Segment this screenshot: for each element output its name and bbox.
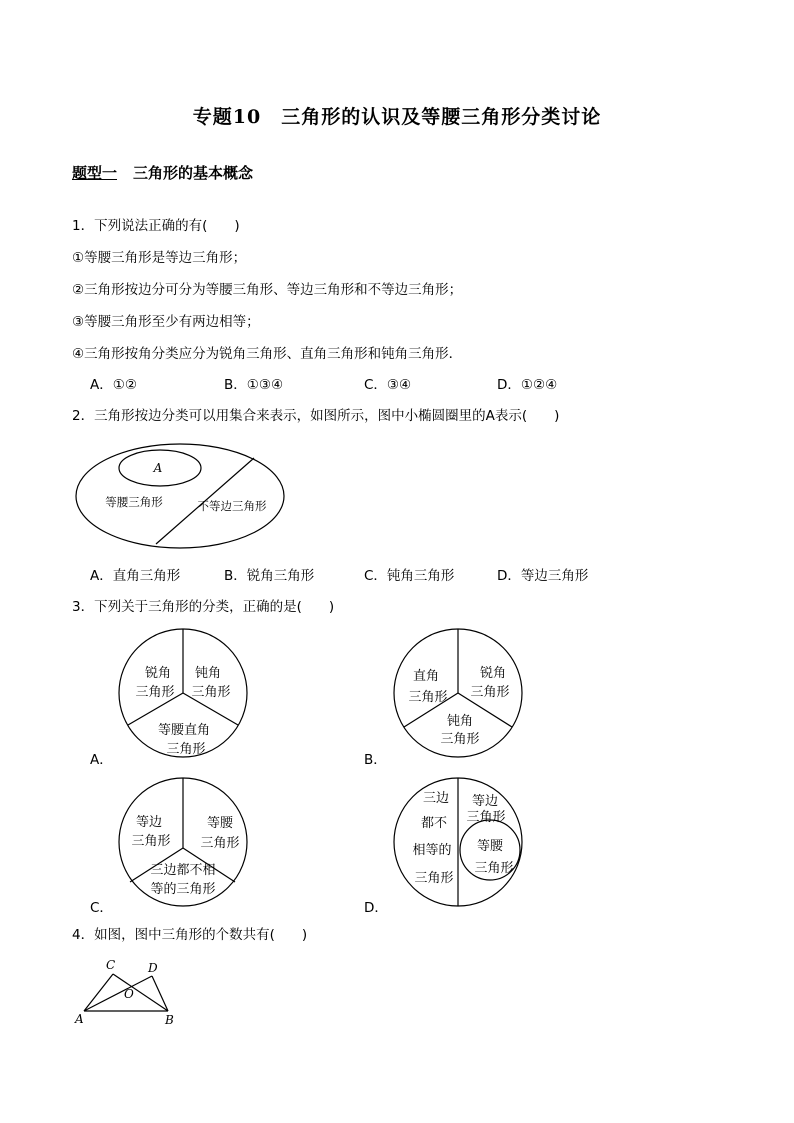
q2-option-b: B．锐角三角形 — [224, 568, 315, 584]
q3d-right-line1: 等边 — [471, 794, 499, 809]
q3b-sector-3-line1: 钝角 — [446, 714, 474, 729]
q3d-right-line2: 三角形 — [466, 810, 506, 825]
q4-point-b: B — [165, 1013, 174, 1027]
q3c-sector-2-line2: 三角形 — [200, 836, 240, 851]
q3c-sector-3-line1: 三边都不相 — [150, 863, 216, 878]
q3c-sector-1-line1: 等边 — [135, 815, 163, 830]
q3-pie-b — [390, 626, 526, 762]
q3-option-c-label: C． — [90, 900, 113, 916]
q3a-sector-1-line1: 锐角 — [144, 666, 172, 681]
q1-statement-1: ①等腰三角形是等边三角形； — [72, 250, 247, 266]
q3-option-a-label: A． — [90, 752, 113, 768]
q4-figure — [72, 955, 184, 1031]
q2-set-diagram — [72, 440, 290, 552]
q2-right-label: 不等边三角形 — [197, 499, 267, 513]
q3a-sector-3-line2: 三角形 — [166, 742, 206, 757]
q3d-left-line2: 都不 — [420, 816, 448, 831]
page-title: 专题10 三角形的认识及等腰三角形分类讨论 — [192, 106, 602, 128]
q1-option-d: D．①②④ — [497, 377, 558, 393]
q2-left-label: 等腰三角形 — [105, 495, 163, 509]
q1-statement-4: ④三角形按角分类应分为锐角三角形、直角三角形和钝角三角形． — [72, 346, 463, 362]
q1-option-a: A．①② — [90, 377, 137, 393]
q2-option-a: A．直角三角形 — [90, 568, 181, 584]
q3b-sector-2-line1: 锐角 — [479, 666, 507, 681]
q2-option-c: C．钝角三角形 — [364, 568, 455, 584]
q3c-sector-1-line2: 三角形 — [131, 834, 171, 849]
q1-option-c: C．③④ — [364, 377, 412, 393]
q1-statement-3: ③等腰三角形至少有两边相等； — [72, 314, 260, 330]
q1-stem: 1．下列说法正确的有( ) — [72, 218, 240, 234]
q3-option-b-label: B． — [364, 752, 387, 768]
q3a-sector-3-line1: 等腰直角 — [157, 723, 211, 738]
q4-point-c: C — [106, 958, 116, 972]
q3-pie-a — [116, 626, 252, 762]
q3-stem: 3．下列关于三角形的分类，正确的是( ) — [72, 599, 335, 615]
q3a-sector-2-line1: 钝角 — [194, 666, 222, 681]
q3c-sector-2-line1: 等腰 — [206, 816, 234, 831]
q3b-sector-2-line2: 三角形 — [470, 685, 510, 700]
q3d-inner-line2: 三角形 — [474, 861, 514, 876]
q2-inner-label: A — [153, 461, 163, 475]
q3-pie-c — [116, 774, 252, 910]
q3b-sector-3-line2: 三角形 — [440, 732, 480, 747]
q4-point-o: O — [124, 987, 134, 1001]
q4-point-a: A — [75, 1012, 84, 1026]
q4-stem: 4．如图，图中三角形的个数共有( ) — [72, 927, 308, 943]
q3-option-d-label: D． — [364, 900, 388, 916]
q3b-sector-1-line1: 直角 — [412, 669, 440, 684]
q3d-left-line4: 三角形 — [414, 871, 454, 886]
q4-point-d: D — [148, 961, 158, 975]
q3-pie-d — [390, 774, 528, 910]
section-title: 三角形的基本概念 — [133, 164, 254, 182]
q3d-left-line3: 相等的 — [412, 843, 452, 858]
q3b-sector-1-line2: 三角形 — [408, 690, 448, 705]
q3a-sector-2-line2: 三角形 — [191, 685, 231, 700]
q2-option-d: D．等边三角形 — [497, 568, 589, 584]
q2-stem: 2．三角形按边分类可以用集合来表示，如图所示，图中小椭圆圈里的A表示( ) — [72, 408, 560, 424]
section-tag: 题型一 — [72, 164, 118, 182]
q1-statement-2: ②三角形按边分可分为等腰三角形、等边三角形和不等边三角形； — [72, 282, 463, 298]
q3c-sector-3-line2: 等的三角形 — [150, 882, 216, 897]
q3a-sector-1-line2: 三角形 — [135, 685, 175, 700]
q3d-left-line1: 三边 — [422, 791, 450, 806]
q3d-inner-line1: 等腰 — [476, 839, 504, 854]
q1-option-b: B．①③④ — [224, 377, 284, 393]
